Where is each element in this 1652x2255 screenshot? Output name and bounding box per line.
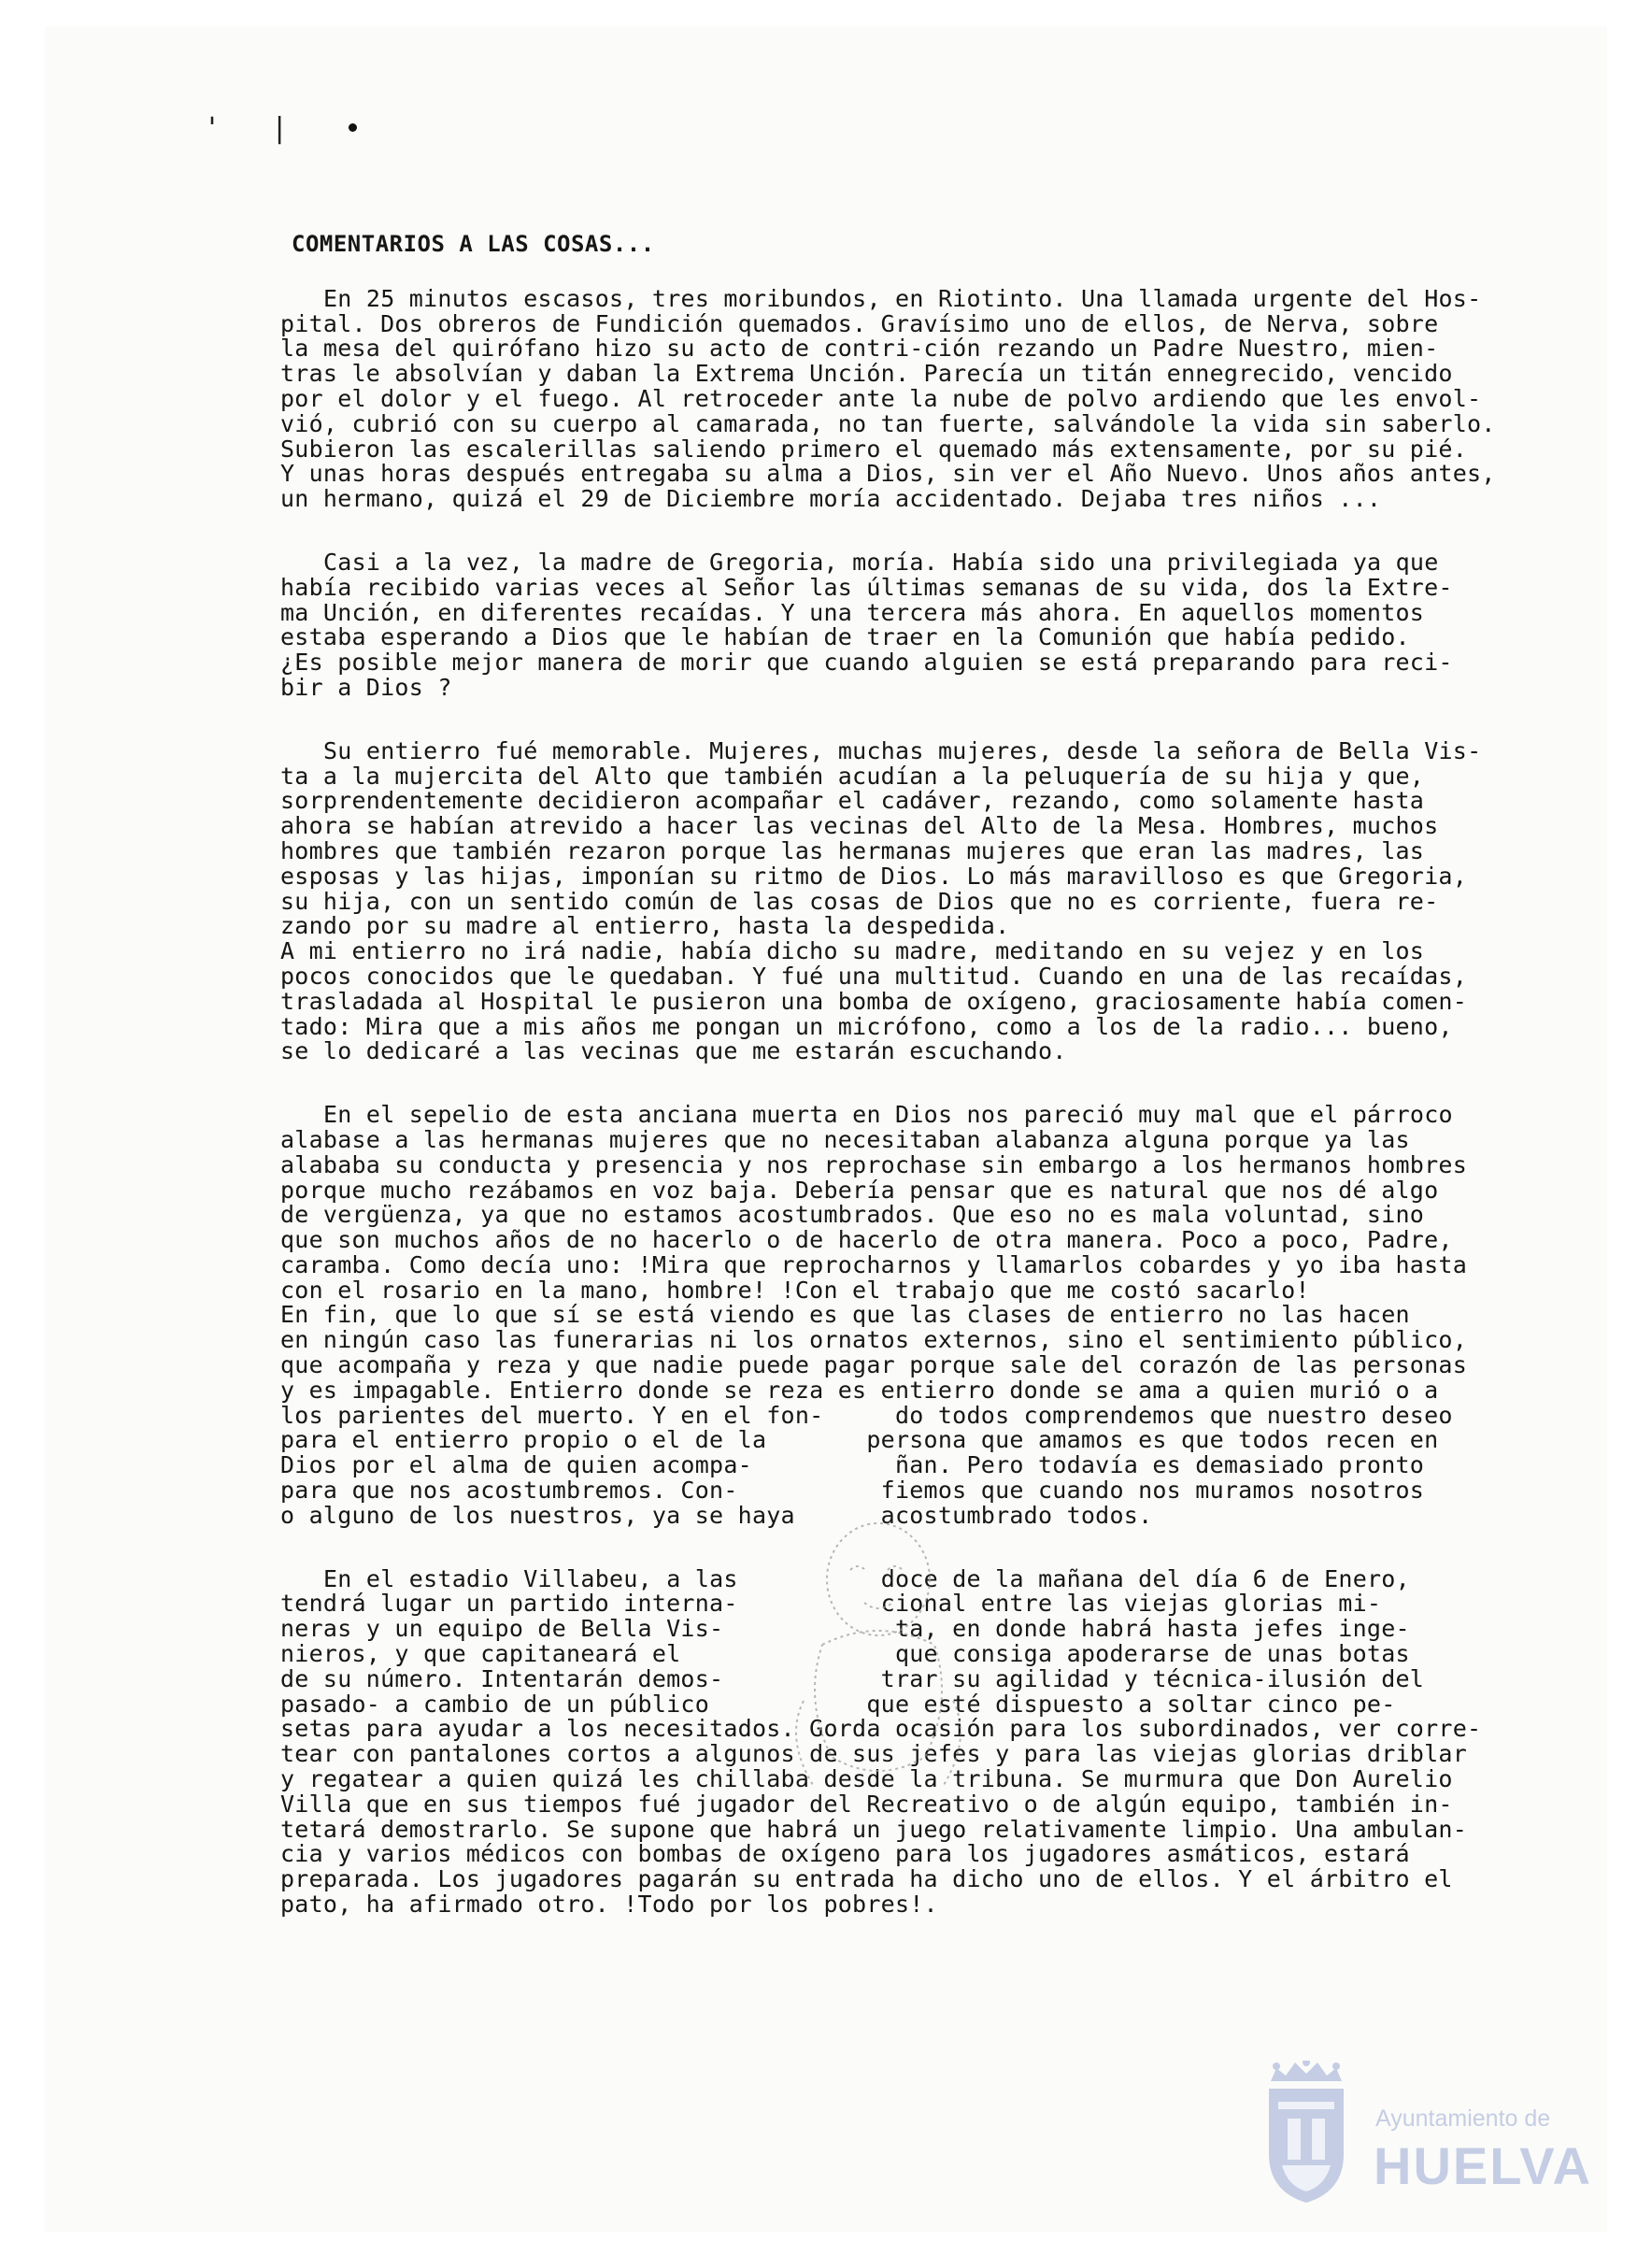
text-line: pato, ha afirmado otro. !Todo por los pobres!.	[280, 1891, 938, 1919]
document-title: COMENTARIOS A LAS COSAS...	[292, 231, 655, 257]
text-line: En fin, que lo que sí se está viendo es que las clases de entierro no las hacen	[280, 1301, 1410, 1329]
text-line: Dios por el alma de quien acompa- ñan. Pero todavía es demasiado pronto	[280, 1451, 1425, 1479]
text-line: caramba. Como decía uno: !Mira que reprocharnos y llamarlos cobardes y yo iba hasta	[280, 1250, 1468, 1278]
text-line: tras le absolvían y daban la Extrema Unción. Parecía un titán ennegrecido, vencido	[280, 360, 1453, 388]
paragraph-6	[280, 1303, 1523, 1528]
text-line: porque mucho rezábamos en voz baja. Debería pensar que es natural que nos dé algo	[280, 1176, 1439, 1204]
text-line: bir a Dios ?	[280, 673, 452, 701]
text-line: o alguno de los nuestros, ya se haya acostumbrado todos.	[280, 1501, 1153, 1529]
text-line: Casi a la vez, la madre de Gregoria, moría. Había sido una privilegiada ya que	[323, 548, 1439, 576]
text-line: su hija, con un sentido común de las cosas de Dios que no es corriente, fuera re-	[280, 887, 1439, 915]
text-line: que acompaña y reza y que nadie puede pagar porque sale del corazón de las personas	[280, 1351, 1468, 1379]
watermark-line-1: Ayuntamiento de	[1375, 2105, 1551, 2132]
text-line: estaba esperando a Dios que le habían de traer en la Comunión que había pedido.	[280, 623, 1410, 651]
text-line: en ningún caso las funerarias ni los ornatos externos, sino el sentimiento público,	[280, 1326, 1468, 1354]
text-line: Subieron las escalerillas saliendo primero el quemado más extensamente, por su pié.	[280, 435, 1468, 463]
text-line: pocos conocidos que le quedaban. Y fué una multitud. Cuando en una de las recaídas,	[280, 962, 1468, 990]
text-line: ta a la mujercita del Alto que también acudían a la peluquería de su hija y que,	[280, 762, 1425, 790]
text-line: y regatear a quien quizá les chillaba desde la tribuna. Se murmura que Don Aurelio	[280, 1765, 1453, 1793]
text-line: hombres que también rezaron porque las hermanas mujeres que eran las madres, las	[280, 836, 1425, 864]
paragraph-2	[280, 550, 1523, 701]
text-line: Villa que en sus tiempos fué jugador del Recreativo o de algún equipo, también in-	[280, 1790, 1453, 1818]
text-line: tendrá lugar un partido interna- cional entre las viejas glorias mi-	[280, 1590, 1382, 1618]
text-line: cia y varios médicos con bombas de oxígeno para los jugadores asmáticos, estará	[280, 1840, 1410, 1868]
text-line: sorprendentemente decidieron acompañar el cadáver, rezando, como solamente hasta	[280, 787, 1425, 815]
text-line: de vergüenza, ya que no estamos acostumbrados. Que eso no es mala voluntad, sino	[280, 1201, 1425, 1229]
text-line: ma Unción, en diferentes recaídas. Y una tercera más ahora. En aquellos momentos	[280, 598, 1425, 626]
text-line: de su número. Intentarán demos- trar su agilidad y técnica-ilusión del	[280, 1664, 1425, 1692]
text-line: pasado- a cambio de un público que esté dispuesto a soltar cinco pe-	[280, 1690, 1396, 1718]
text-line: ahora se habían atrevido a hacer las vecinas del Alto de la Mesa. Hombres, muchos	[280, 812, 1439, 840]
text-line: Y unas horas después entregaba su alma a Dios, sin ver el Año Nuevo. Unos años antes,	[280, 460, 1496, 488]
huelva-watermark	[1263, 2061, 1592, 2210]
paragraph-1	[280, 284, 1523, 513]
text-line: con el rosario en la mano, hombre! !Con el trabajo que me costó sacarlo!	[280, 1276, 1310, 1304]
text-line: esposas y las hijas, imponían su ritmo de Dios. Lo más maravilloso es que Gregoria,	[280, 862, 1468, 890]
text-line: En el estadio Villabeu, a las doce de la mañana del día 6 de Enero,	[323, 1564, 1410, 1592]
text-line: A mi entierro no irá nadie, había dicho su madre, meditando en su vejez y en los	[280, 937, 1425, 965]
text-line: tear con pantalones cortos a algunos de sus jefes y para las viejas glorias driblar	[280, 1740, 1468, 1768]
text-line: Su entierro fué memorable. Mujeres, muchas mujeres, desde la señora de Bella Vis-	[323, 736, 1482, 764]
text-line: y es impagable. Entierro donde se reza es entierro donde se ama a quien murió o a	[280, 1376, 1439, 1404]
text-line: alabase a las hermanas mujeres que no necesitaban alabanza alguna porque ya las	[280, 1125, 1410, 1153]
city-shield-icon	[1263, 2061, 1349, 2205]
text-line: por el dolor y el fuego. Al retroceder ante la nube de polvo ardiendo que les envol-	[280, 384, 1482, 412]
margin-marks: ' |	[204, 112, 306, 145]
text-line: había recibido varias veces al Señor las últimas semanas de su vida, dos la Extre-	[280, 573, 1453, 601]
text-line: para que nos acostumbremos. Con- fiemos que cuando nos muramos nosotros	[280, 1477, 1425, 1505]
text-line: En 25 minutos escasos, tres moribundos, en Riotinto. Una llamada urgente del Hos-	[323, 284, 1482, 312]
text-line: los parientes del muerto. Y en el fon- do todos comprendemos que nuestro deseo	[280, 1401, 1453, 1429]
text-line: zando por su madre al entierro, hasta la despedida.	[280, 912, 1010, 940]
paragraph-5	[280, 1103, 1523, 1303]
text-line: para el entierro propio o el de la persona que amamos es que todos recen en	[280, 1426, 1439, 1454]
text-line: vió, cubrió con su cuerpo al camarada, no tan fuerte, salvándole la vida sin saberlo.	[280, 409, 1496, 437]
paragraph-4	[280, 939, 1523, 1064]
ink-dot	[349, 123, 357, 132]
paragraph-3	[280, 736, 1523, 940]
text-line: ¿Es posible mejor manera de morir que cuando alguien se está preparando para reci-	[280, 649, 1453, 677]
text-line: que son muchos años de no hacerlo o de hacerlo de otra manera. Poco a poco, Padre,	[280, 1226, 1453, 1254]
text-line: En el sepelio de esta anciana muerta en Dios nos pareció muy mal que el párroco	[323, 1101, 1453, 1129]
text-line: tado: Mira que a mis años me pongan un micrófono, como a los de la radio... bueno,	[280, 1012, 1453, 1040]
text-line: un hermano, quizá el 29 de Diciembre moría accidentado. Dejaba tres niños ...	[280, 485, 1382, 513]
text-line: trasladada al Hospital le pusieron una bomba de oxígeno, graciosamente había comen-	[280, 987, 1468, 1015]
text-line: la mesa del quirófano hizo su acto de contri-ción rezando un Padre Nuestro, mien-	[280, 335, 1439, 363]
text-line: alababa su conducta y presencia y nos reprochase sin embargo a los hermanos hombres	[280, 1150, 1468, 1178]
text-line: se lo dedicaré a las vecinas que me estarán escuchando.	[280, 1037, 1067, 1065]
text-line: neras y un equipo de Bella Vis- ta, en donde habrá hasta jefes inge-	[280, 1615, 1410, 1643]
text-line: tetará demostrarlo. Se supone que habrá un juego relativamente limpio. Una ambulan-	[280, 1815, 1468, 1843]
text-line: nieros, y que capitaneará el que consiga apoderarse de unas botas	[280, 1640, 1410, 1668]
text-line: pital. Dos obreros de Fundición quemados. Gravísimo uno de ellos, de Nerva, sobre	[280, 309, 1439, 337]
text-line: setas para ayudar a los necesitados. Gorda ocasión para los subordinados, ver corre-	[280, 1715, 1482, 1743]
bleed-through-sketch	[748, 1514, 1028, 1822]
watermark-line-2: HUELVA	[1374, 2136, 1592, 2195]
text-line: preparada. Los jugadores pagarán su entrada ha dicho uno de ellos. Y el árbitro el	[280, 1865, 1453, 1893]
